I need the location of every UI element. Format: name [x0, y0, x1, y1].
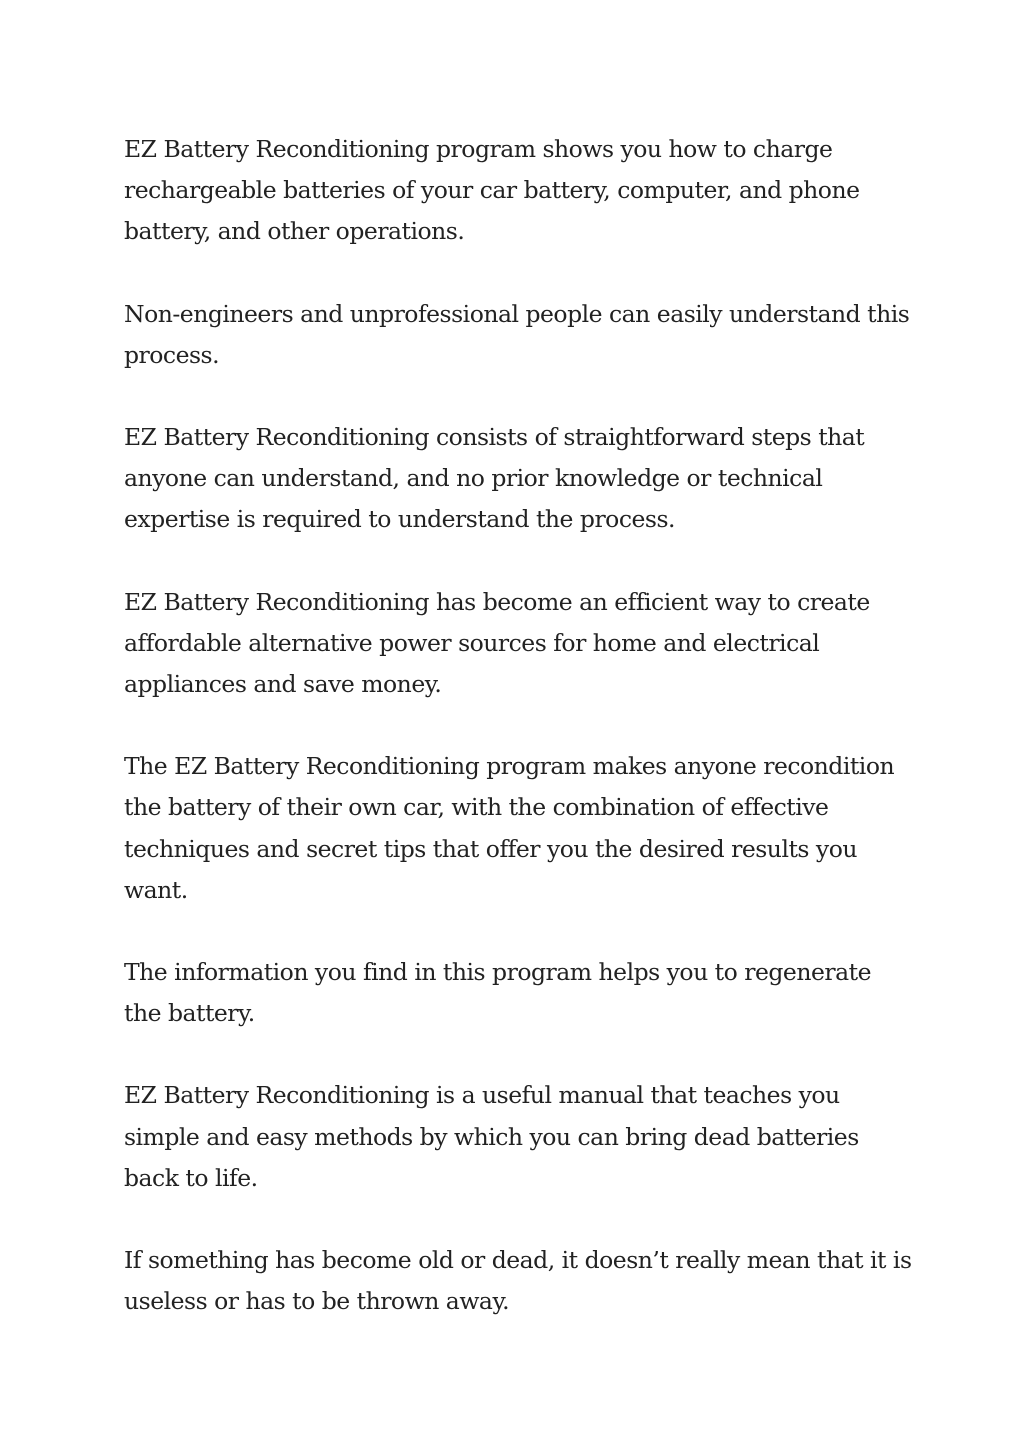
paragraph-1: EZ Battery Reconditioning program shows you how to charge rechargeable batteries of your car battery, computer, and phone battery, and other operations. [124, 135, 860, 246]
paragraph-5: The EZ Battery Reconditioning program makes anyone recondition the battery of their own car, with the combination of effective techniques and secret tips that offer you the desired results you want. [124, 752, 895, 904]
paragraph-8: If something has become old or dead, it doesn’t really mean that it is useless or has to be thrown away. [124, 1246, 912, 1316]
paragraph-7: EZ Battery Reconditioning is a useful manual that teaches you simple and easy methods by which you can bring dead batteries back to life. [124, 1081, 859, 1192]
paragraph-6: The information you find in this program helps you to regenerate the battery. [124, 958, 871, 1028]
paragraph-4: EZ Battery Reconditioning has become an efficient way to create affordable alternative power sources for home and electrical appliances and save money. [124, 587, 870, 699]
paragraph-2: Non-engineers and unprofessional people can easily understand this process. [124, 299, 910, 369]
paragraph-3: EZ Battery Reconditioning consists of straightforward steps that anyone can understand, and no prior knowledge or technical expertise is required to understand the process. [124, 423, 865, 534]
document-body [124, 129, 914, 1322]
